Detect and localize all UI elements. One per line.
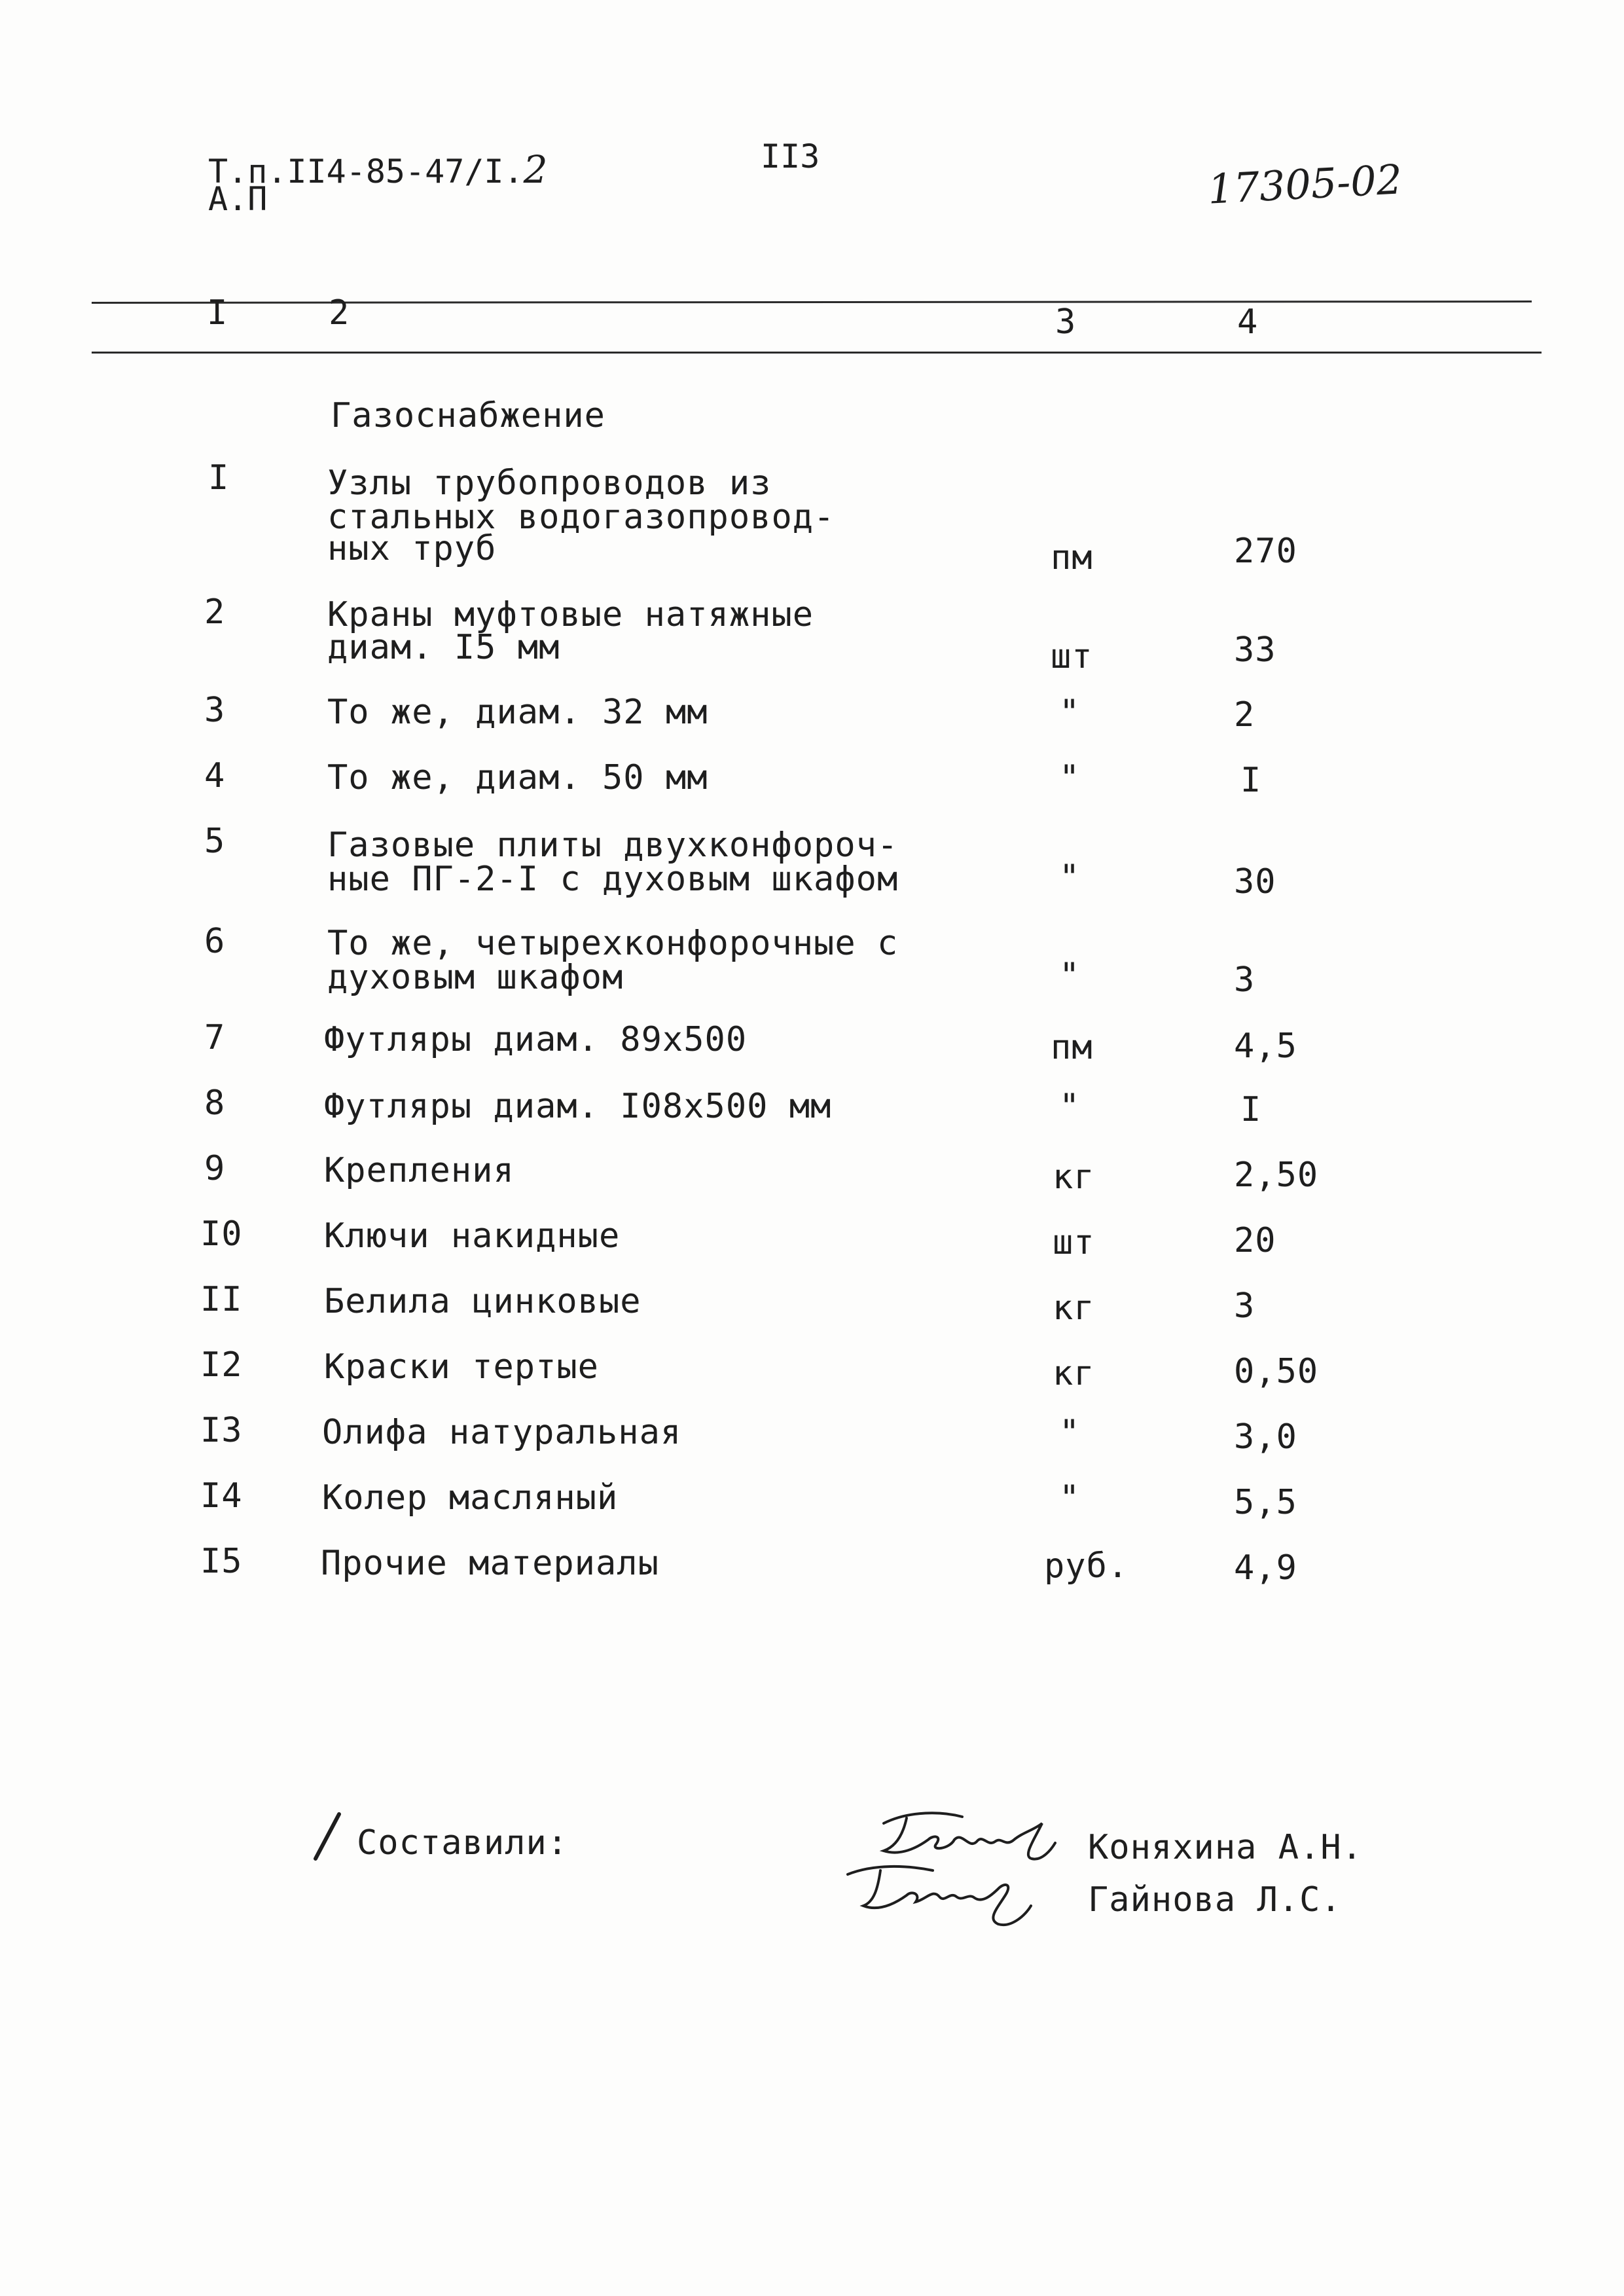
item-name-line: Белила цинковые — [324, 1282, 641, 1321]
signature-2 — [835, 1856, 1044, 1935]
item-quantity: 2,50 — [1234, 1156, 1319, 1195]
item-unit: " — [1059, 858, 1081, 897]
item-name-line: ных труб — [327, 529, 497, 568]
item-unit: пм — [1051, 1028, 1093, 1067]
item-unit: руб. — [1044, 1546, 1129, 1586]
item-quantity: 33 — [1234, 630, 1276, 670]
item-unit: " — [1059, 956, 1081, 995]
item-unit: пм — [1051, 538, 1093, 577]
item-name-line: Футляры диам. I08х500 мм — [324, 1087, 832, 1126]
item-name-line: Футляры диам. 89х500 — [324, 1020, 748, 1059]
row-number: 6 — [204, 922, 226, 961]
item-quantity: 270 — [1234, 532, 1297, 571]
item-quantity: 3 — [1234, 1286, 1255, 1326]
compiled-by-label: Составили: — [357, 1823, 569, 1863]
item-quantity: 4,5 — [1234, 1027, 1297, 1066]
item-unit: " — [1059, 758, 1081, 797]
item-name-line: Газовые плиты двухконфороч- — [327, 826, 899, 865]
item-quantity: I — [1240, 761, 1262, 800]
document-code-main: Т.п.II4-85-47/I. — [208, 153, 524, 191]
row-number: I5 — [200, 1542, 243, 1581]
row-number: 2 — [204, 592, 226, 632]
document-code-line2: А.П — [208, 180, 268, 218]
item-unit: " — [1059, 1413, 1081, 1452]
item-name-line: ные ПГ-2-I с духовым шкафом — [327, 860, 899, 899]
item-name-line: Ключи накидные — [324, 1216, 621, 1256]
item-quantity: 3,0 — [1234, 1417, 1297, 1457]
signatory-name-2: Гайнова Л.С. — [1088, 1880, 1342, 1920]
item-quantity: 4,9 — [1234, 1548, 1297, 1588]
item-quantity: 20 — [1234, 1221, 1276, 1260]
item-name-line: То же, четырехконфорочные с — [327, 924, 899, 963]
item-name-line: Крепления — [324, 1151, 514, 1190]
item-quantity: I — [1240, 1090, 1262, 1129]
row-number: I2 — [200, 1345, 243, 1385]
column-header-3: 3 — [1055, 302, 1077, 342]
item-unit: " — [1059, 1478, 1081, 1518]
item-unit: кг — [1053, 1157, 1095, 1197]
item-name-line: Краны муфтовые натяжные — [327, 595, 814, 634]
table-header-bottom-rule — [92, 352, 1542, 354]
page-number: II3 — [761, 137, 820, 175]
column-header-4: 4 — [1237, 302, 1259, 342]
row-number: 9 — [204, 1149, 226, 1188]
row-number: II — [200, 1280, 243, 1319]
item-unit: шт — [1051, 637, 1093, 676]
item-quantity: 0,50 — [1234, 1352, 1319, 1391]
row-number: I — [208, 458, 230, 498]
table-top-rule — [92, 301, 1532, 304]
item-name-line: духовым шкафом — [327, 958, 624, 997]
inventory-number: 17305-02 — [1206, 155, 1403, 213]
row-number: 5 — [204, 822, 226, 861]
item-name-line: Узлы трубопроводов из — [327, 464, 772, 503]
row-number: I3 — [200, 1411, 243, 1450]
column-header-2: 2 — [329, 293, 350, 333]
signatory-name-1: Коняхина А.Н. — [1088, 1828, 1363, 1867]
item-name-line: диам. I5 мм — [327, 628, 560, 667]
item-name-line: То же, диам. 50 мм — [327, 758, 708, 797]
item-quantity: 5,5 — [1234, 1483, 1297, 1522]
item-quantity: 2 — [1234, 695, 1255, 735]
item-quantity: 3 — [1234, 960, 1255, 1000]
item-unit: кг — [1053, 1354, 1095, 1393]
item-unit: шт — [1053, 1223, 1095, 1262]
item-name-line: Прочие материалы — [321, 1544, 659, 1583]
item-unit: кг — [1053, 1288, 1095, 1328]
handwritten-slash-mark — [308, 1810, 347, 1865]
item-name-line: Колер масляный — [322, 1478, 619, 1518]
row-number: 8 — [204, 1084, 226, 1123]
section-title: Газоснабжение — [331, 396, 605, 435]
item-name-line: Краски тертые — [324, 1347, 599, 1387]
row-number: 3 — [204, 691, 226, 730]
item-name-line: Олифа натуральная — [322, 1413, 682, 1452]
row-number: 4 — [204, 756, 226, 795]
item-name-line: стальных водогазопровод- — [327, 498, 835, 537]
column-header-1: I — [207, 293, 228, 333]
item-unit: " — [1059, 1087, 1081, 1126]
document-code-handwritten-suffix: 2 — [523, 147, 548, 192]
row-number: 7 — [204, 1018, 226, 1057]
row-number: I4 — [200, 1476, 243, 1516]
item-name-line: То же, диам. 32 мм — [327, 693, 708, 732]
item-unit: " — [1059, 693, 1081, 732]
item-quantity: 30 — [1234, 862, 1276, 902]
row-number: I0 — [200, 1214, 243, 1254]
